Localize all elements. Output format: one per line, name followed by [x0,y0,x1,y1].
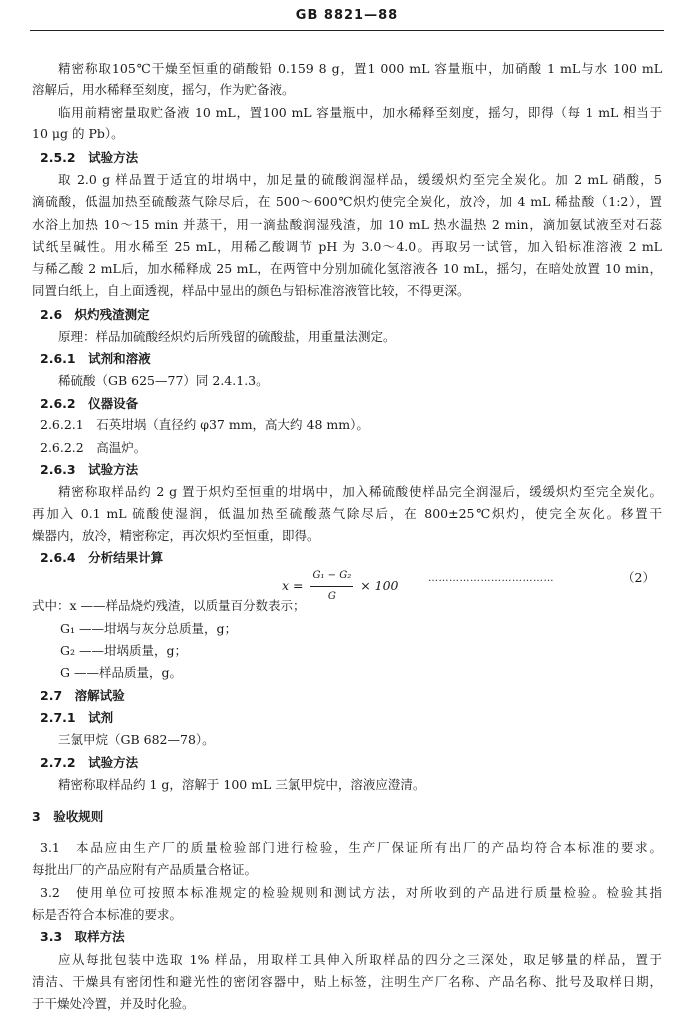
section-heading: 2.5.2 试验方法 [40,150,139,165]
text-line: 溶解后，用水稀释至刻度，摇匀，作为贮备液。 [32,82,295,97]
text-line: 式中：x ——样品烧灼残渣，以质量百分数表示； [32,598,306,613]
text-line: 滴硫酸，低温加热至硫酸蒸气除尽后，在 500～600℃炽灼使完全炭化，放冷，加 4 mL 稀盐酸（1:2），置 [32,194,662,209]
text-line: 2.6.2.2 高温炉。 [40,440,147,455]
standard-code-header: GB 8821—88 [295,8,399,23]
text-line: 取 2.0 g 样品置于适宜的坩埚中，加足量的硫酸润湿样品，缓缓炽灼至完全炭化。加 2 mL 硝酸，5 [58,172,662,187]
text-line: 应从每批包装中选取 1% 样品，用取样工具伸入所取样品的四分之三深处，取足够量的样品，置于 [58,952,662,967]
text-line: 2.6.2.1 石英坩埚（直径约 φ37 mm，高大约 48 mm）。 [40,417,369,432]
text-line: 临用前精密量取贮备液 10 mL，置100 mL 容量瓶中，加水稀释至刻度，摇匀，即得（每 1 mL 相当于 [58,105,662,120]
section-heading: 2.6 炽灼残渣测定 [40,307,150,322]
text-line: G₂ ——坩埚质量，g； [60,643,187,658]
section-heading: 2.6.2 仪器设备 [40,396,139,411]
section-heading: 3 验收规则 [32,809,104,824]
text-line: 三氯甲烷（GB 682—78）。 [58,732,215,747]
section-heading: 3.3 取样方法 [40,929,125,944]
text-line: 原理：样品加硫酸经炽灼后所残留的硫酸盐，用重量法测定。 [58,329,396,344]
text-line: 3.1 本品应由生产厂的质量检验部门进行检验，生产厂保证所有出厂的产品均符合本标准的要求。 [40,840,662,855]
formula-denominator: G [327,591,336,602]
text-line: 标是否符合本标准的要求。 [32,907,183,922]
section-heading: 2.7.1 试剂 [40,710,114,725]
section-heading: 2.6.1 试剂和溶液 [40,351,151,366]
text-line: 10 μg 的 Pb）。 [32,126,124,141]
text-line: 每批出厂的产品应附有产品质量合格证。 [32,862,258,877]
text-line: 同置白纸上，自上面透视，样品中显出的颜色与铅标准溶液管比较，不得更深。 [32,283,470,298]
section-heading: 2.6.4 分析结果计算 [40,550,164,565]
section-heading: 2.6.3 试验方法 [40,462,139,477]
text-line: 试纸呈碱性。用水稀至 25 mL，用稀乙酸调节 pH 为 3.0～4.0。再取另一试管，加入铅标准溶液 2 mL [32,239,662,254]
formula-numerator: G₁ − G₂ [310,566,353,587]
text-line: 3.2 使用单位可按照本标准规定的检验规则和测试方法，对所收到的产品进行质量检验。检验其指 [40,885,662,900]
formula-number: （2） [622,570,655,585]
section-heading: 2.7 溶解试验 [40,688,125,703]
text-line: 精密称取样品约 2 g 置于炽灼至恒重的坩埚中，加入稀硫酸使样品完全润湿后，缓缓炽灼至完全炭化。 [58,484,662,499]
text-line: 水浴上加热 10～15 min 并蒸干，用一滴盐酸润湿残渣，加 10 mL 热水温热 2 min，滴加氨试液至对石蕊 [32,217,662,232]
formula-fraction [310,566,353,607]
text-line: 清洁、干燥具有密闭性和避光性的密闭容器中，贴上标签，注明生产厂名称、产品名称、批号及取样日期， [32,974,662,989]
formula-lhs: x = [282,578,304,593]
text-line: 稀硫酸（GB 625—77）同 2.4.1.3。 [58,373,269,388]
text-line: G ——样品质量，g。 [60,665,182,680]
text-line: G₁ ——坩埚与灰分总质量，g； [60,621,237,636]
text-line: 于干燥处冷置，并及时化验。 [32,996,195,1011]
text-line: 再加入 0.1 mL 硫酸使湿润，低温加热至硫酸蒸气除尽后，在 800±25℃炽灼，使完全灰化。移置干 [32,506,662,521]
header-rule [30,30,664,31]
formula-rhs: × 100 [360,578,399,593]
text-line: 与稀乙酸 2 mL后，加水稀释成 25 mL，在两管中分别加硫化氢溶液各 10 mL，摇匀，在暗处放置 10 min， [32,261,662,276]
text-line: 精密称取105℃干燥至恒重的硝酸铅 0.159 8 g，置1 000 mL 容量瓶中，加硝酸 1 mL与水 100 mL [58,61,662,76]
text-line: 燥器内，放冷，精密称定，再次炽灼至恒重，即得。 [32,528,320,543]
text-line: 精密称取样品约 1 g，溶解于 100 mL 三氯甲烷中，溶液应澄清。 [58,777,426,792]
section-heading: 2.7.2 试验方法 [40,755,139,770]
formula-leader-dots: ……………………………… [428,573,554,584]
